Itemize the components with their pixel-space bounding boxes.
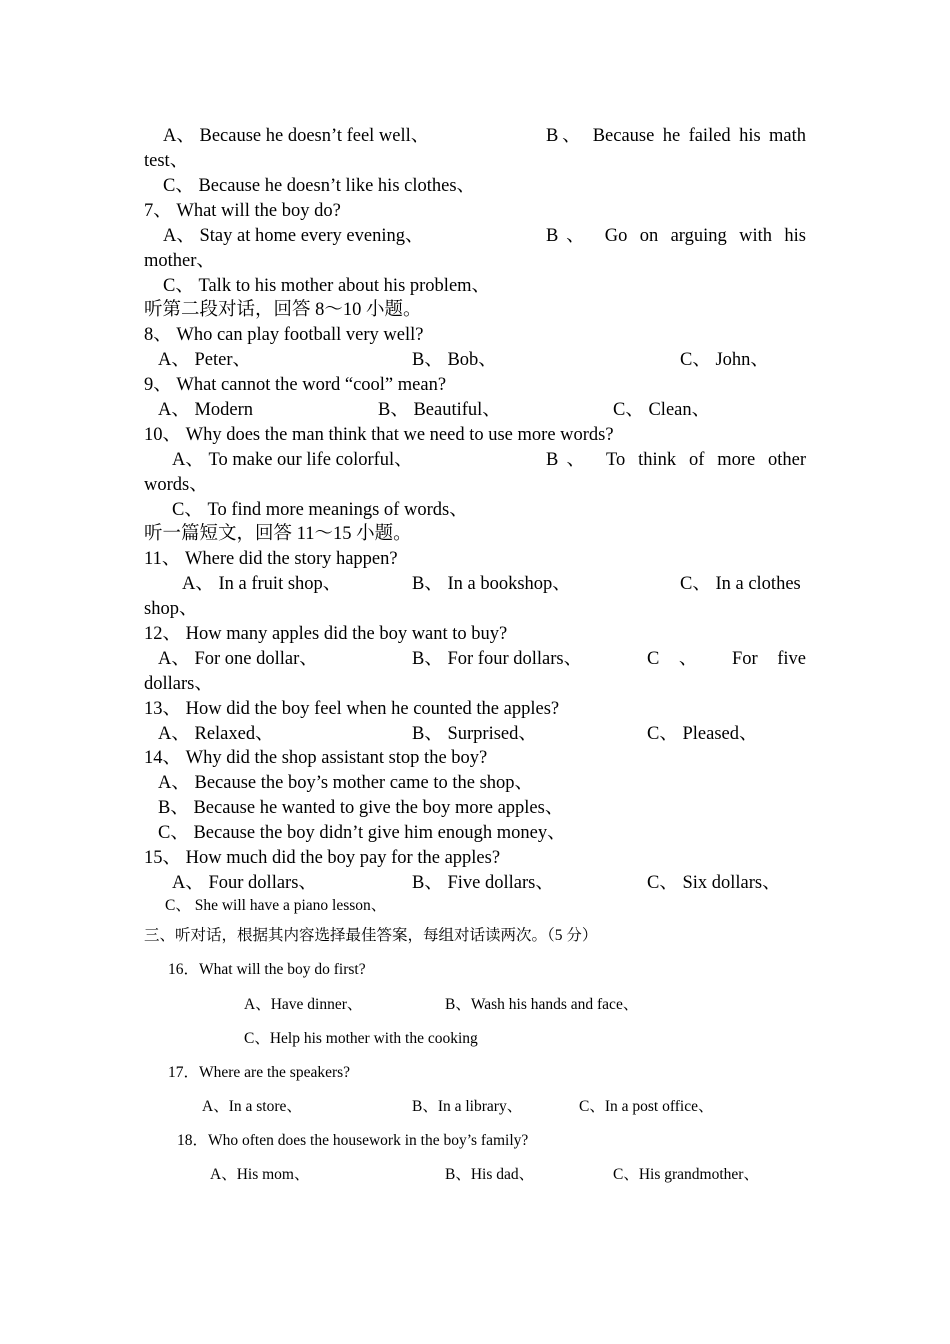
q16-stem: 16．What will the boy do first? (168, 961, 366, 978)
q10-option-b: B、 To think of more other (546, 450, 807, 470)
q13-option-b: B、 Surprised、 (412, 724, 537, 744)
q16-option-b: B、Wash his hands and face、 (445, 996, 639, 1013)
q12-option-b: B、 For four dollars、 (412, 649, 583, 669)
part-3-heading: 三、听对话，根据其内容选择最佳答案，每组对话读两次。（5 分） (144, 927, 598, 944)
q6-option-b: B、 Because he failed his math (546, 126, 807, 146)
q14-option-c: C、 Because the boy didn’t give him enough money、 (158, 823, 566, 843)
q8-option-a: A、 Peter、 (158, 350, 251, 370)
q9-stem: 9、 What cannot the word “cool” mean? (144, 375, 447, 395)
q14-option-a: A、 Because the boy’s mother came to the shop、 (158, 773, 534, 793)
q9-option-c: C、 Clean、 (613, 400, 711, 420)
q18-option-a: A、His mom、 (210, 1166, 310, 1183)
q11-option-c: C、 In a clothes (680, 574, 801, 594)
q8-stem: 8、 Who can play football very well? (144, 325, 424, 345)
q8-option-b: B、 Bob、 (412, 350, 497, 370)
q16-option-a: A、Have dinner、 (244, 996, 363, 1013)
q12-option-c: C 、 For five (647, 649, 806, 669)
section-passage-heading: 听一篇短文，回答 11～15 小题。 (144, 524, 412, 544)
q10-stem: 10、 Why does the man think that we need to use more words? (144, 425, 614, 445)
stray-option-line: C、 She will have a piano lesson、 (165, 897, 387, 914)
q6-option-c: C、 Because he doesn’t like his clothes、 (163, 176, 476, 196)
q7-option-b: B、 Go on arguing with his (546, 226, 807, 246)
q7-option-c: C、 Talk to his mother about his problem、 (163, 276, 491, 296)
q11-stem: 11、 Where did the story happen? (144, 549, 398, 569)
q11-option-c-wrap: shop、 (144, 599, 198, 619)
q18-option-c: C、His grandmother、 (613, 1166, 759, 1183)
q8-option-c: C、 John、 (680, 350, 769, 370)
section-dialogue-2-heading: 听第二段对话，回答 8～10 小题。 (144, 300, 422, 320)
q14-stem: 14、 Why did the shop assistant stop the boy? (144, 748, 488, 768)
q10-option-b-wrap: words、 (144, 475, 208, 495)
q10-option-a: A、 To make our life colorful、 (172, 450, 413, 470)
q17-option-c: C、In a post office、 (579, 1098, 714, 1115)
q7-option-b-wrap: mother、 (144, 251, 215, 271)
q17-stem: 17．Where are the speakers? (168, 1064, 351, 1081)
q11-option-a: A、 In a fruit shop、 (182, 574, 342, 594)
q10-option-c: C、 To find more meanings of words、 (172, 500, 468, 520)
q12-stem: 12、 How many apples did the boy want to buy? (144, 624, 508, 644)
q15-stem: 15、 How much did the boy pay for the apples? (144, 848, 501, 868)
q15-option-c: C、 Six dollars、 (647, 873, 781, 893)
q6-option-b-wrap: test、 (144, 151, 189, 171)
q9-option-b: B、 Beautiful、 (378, 400, 501, 420)
q17-option-a: A、In a store、 (202, 1098, 302, 1115)
q12-option-c-wrap: dollars、 (144, 674, 213, 694)
q18-option-b: B、His dad、 (445, 1166, 535, 1183)
q16-option-c: C、Help his mother with the cooking (244, 1030, 478, 1047)
q13-stem: 13、 How did the boy feel when he counted the apples? (144, 699, 560, 719)
q15-option-b: B、 Five dollars、 (412, 873, 554, 893)
q6-option-a: A、 Because he doesn’t feel well、 (163, 126, 430, 146)
q13-option-c: C、 Pleased、 (647, 724, 758, 744)
q11-option-b: B、 In a bookshop、 (412, 574, 571, 594)
q13-option-a: A、 Relaxed、 (158, 724, 274, 744)
q12-option-a: A、 For one dollar、 (158, 649, 318, 669)
q9-option-a: A、 Modern (158, 400, 254, 420)
q15-option-a: A、 Four dollars、 (172, 873, 317, 893)
q7-option-a: A、 Stay at home every evening、 (163, 226, 424, 246)
q7-stem: 7、 What will the boy do? (144, 201, 341, 221)
q18-stem: 18．Who often does the housework in the boy’s family? (177, 1132, 529, 1149)
q17-option-b: B、In a library、 (412, 1098, 523, 1115)
q14-option-b: B、 Because he wanted to give the boy more apples、 (158, 798, 564, 818)
